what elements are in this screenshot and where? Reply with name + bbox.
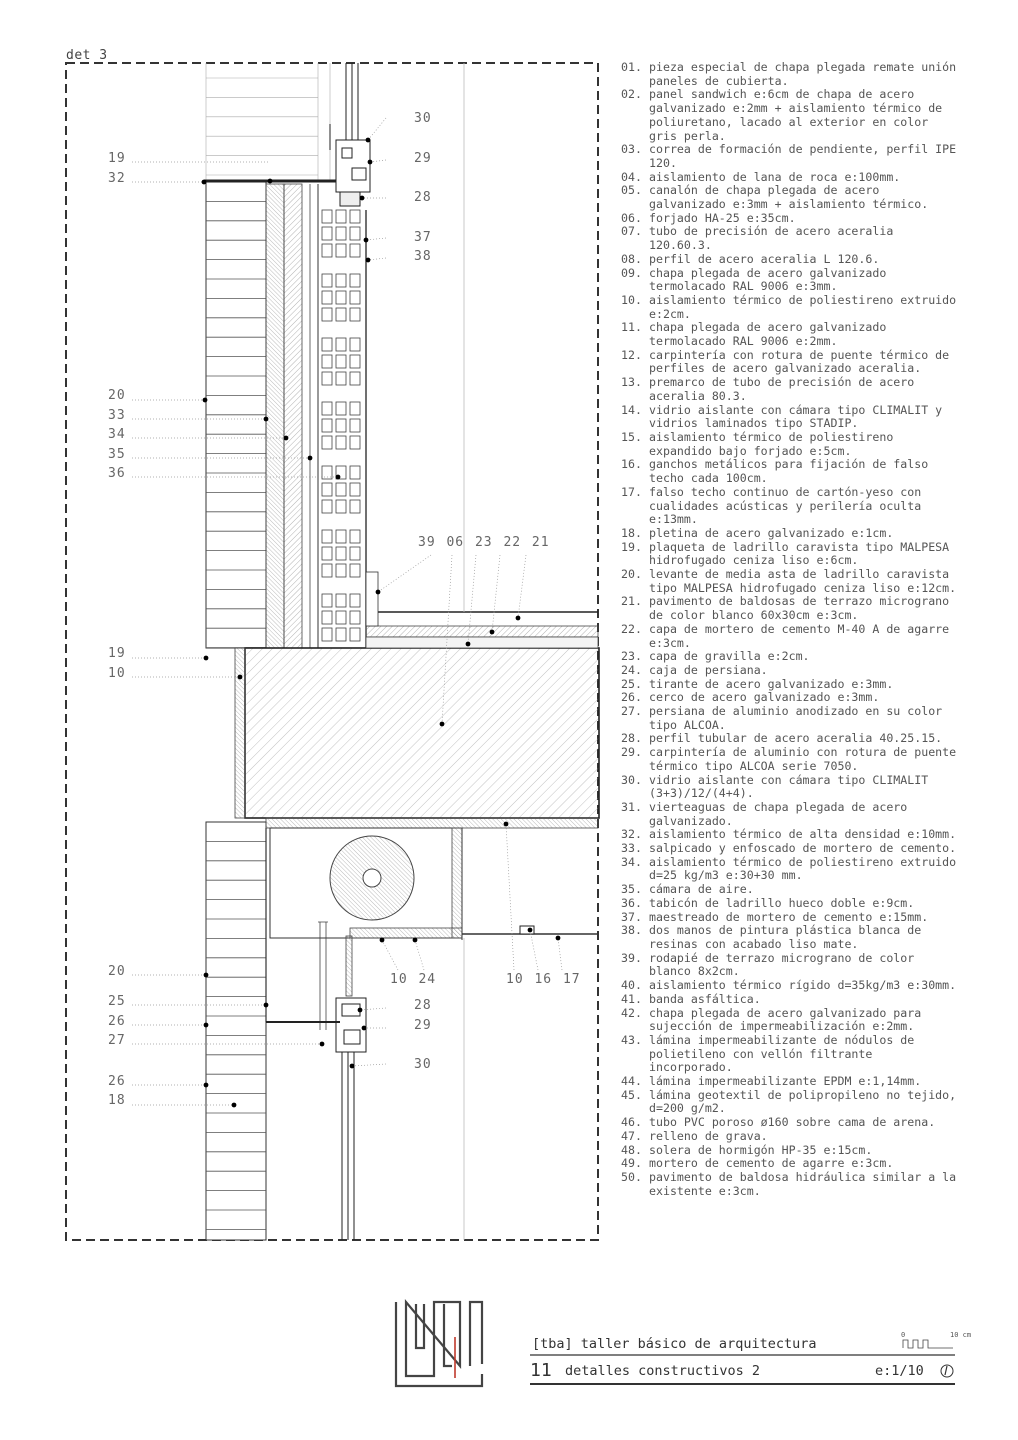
legend-number: 25. [621,676,642,691]
legend-item [621,541,961,568]
legend-number: 07. [621,224,642,239]
legend-text: salpicado y enfoscado de mortero de cemento. [649,841,957,856]
legend-item [621,993,961,1007]
legend-text: falso techo continuo de cartón-yeso con cualidades acústicas y perilería oculta e:13mm. [649,484,922,527]
callout-38: 38 [414,249,432,264]
concrete-slab [245,648,599,818]
legend-number: 18. [621,525,642,540]
legend-number: 03. [621,142,642,157]
legend-text: chapa plegada de acero galvanizado termolacado RAL 9006 e:3mm. [649,265,887,294]
legend-text: aislamiento de lana de roca e:100mm. [649,169,901,184]
legend-number: 37. [621,909,642,924]
legend-number: 20. [621,567,642,582]
legend-item [621,349,961,376]
sheet-title: detalles constructivos 2 [565,1363,761,1379]
legend-item [621,431,961,458]
legend-item [621,1130,961,1144]
legend-number: 28. [621,731,642,746]
legend-number: 08. [621,251,642,266]
legend-item [621,705,961,732]
legend-number: 12. [621,347,642,362]
callout-group-box: 10 24 [390,972,437,987]
legend-text: cerco de acero galvanizado e:3mm. [649,690,880,705]
legend-item [621,267,961,294]
legend-item [621,883,961,897]
legend-number: 40. [621,978,642,993]
legend-text: dos manos de pintura plástica blanca de resinas con acabado liso mate. [649,923,922,951]
legend-item [621,143,961,170]
callout-25: 25 [108,994,126,1009]
legend-item [621,1171,961,1198]
legend-item [621,184,961,211]
legend-item [621,650,961,664]
legend-text: tubo de precisión de acero aceralia 120.60.3. [649,224,894,253]
legend-item [621,61,961,88]
legend-text: chapa plegada de acero galvanizado termolacado RAL 9006 e:2mm. [649,320,887,349]
callout-group-ceiling: 10 16 17 [506,972,581,987]
legend-number: 14. [621,402,642,417]
callout-29: 29 [414,1018,432,1033]
legend-text: tabicón de ladrillo hueco doble e:9cm. [649,895,915,910]
callout-10: 10 [108,666,126,681]
legend-number: 22. [621,621,642,636]
legend-text: chapa plegada de acero galvanizado para sujección de impermeabilización e:2mm. [649,1005,922,1034]
legend-number: 35. [621,882,642,897]
skirting [366,572,378,626]
callout-19: 19 [108,151,126,166]
legend-number: 44. [621,1074,642,1089]
legend-item [621,774,961,801]
legend-number: 29. [621,745,642,760]
legend-text: correa de formación de pendiente, perfil IPE 120. [649,142,957,170]
legend-number: 09. [621,265,642,280]
legend-item [621,595,961,622]
callout-27: 27 [108,1033,126,1048]
legend-item [621,1007,961,1034]
scale-bar [903,1340,953,1348]
legend-item [621,1144,961,1158]
callout-18: 18 [108,1093,126,1108]
legend-item [621,623,961,650]
scale-bar-zero: 0 [901,1331,906,1339]
legend-item [621,404,961,431]
legend-number: 38. [621,923,642,938]
callout-33: 33 [108,408,126,423]
legend-number: 41. [621,991,642,1006]
legend-text: perfil de acero aceralia L 120.6. [649,251,880,266]
legend-item [621,1089,961,1116]
legend-item [621,253,961,267]
scale-bar-end: 10 cm [950,1331,972,1339]
legend-item [621,691,961,705]
legend-item [621,664,961,678]
legend-item [621,225,961,252]
brick-facade-lower [206,822,266,1240]
legend-number: 42. [621,1005,642,1020]
legend-text: vidrio aislante con cámara tipo CLIMALIT y vidrios laminados tipo STADIP. [649,402,943,431]
legend-item [621,842,961,856]
brick-facade-upper [206,182,266,648]
callout-20: 20 [108,964,126,979]
legend-text: plaqueta de ladrillo caravista tipo MALPESA hidrofugado ceniza liso e:6cm. [649,539,950,568]
legend-number: 43. [621,1032,642,1047]
insulation-10 [235,648,245,818]
legend-text: persiana de aluminio anodizado en su color tipo ALCOA. [649,704,943,732]
legend-item [621,212,961,226]
callout-32: 32 [108,171,126,186]
legend-number: 39. [621,950,642,965]
callout-37: 37 [414,230,432,245]
legend-text: vidrio aislante con cámara tipo CLIMALIT (3+3)/12/(4+4). [649,772,929,801]
insulation-layer-34 [284,184,302,648]
north-arrow-icon [941,1365,953,1377]
legend-number: 45. [621,1087,642,1102]
legend-text: tirante de acero galvanizado e:3mm. [649,676,894,691]
callout-26: 26 [108,1074,126,1089]
legend-number: 36. [621,895,642,910]
legend-item [621,1075,961,1089]
callout-group-floor: 39 06 23 22 21 [418,535,550,550]
legend-text: pavimento de baldosa hidráulica similar a la existente e:3cm. [649,1169,957,1198]
legend-text: aislamiento térmico de poliestireno extruido d=25 kg/m3 e:30+30 mm. [649,854,957,883]
legend-text: perfil tubular de acero aceralia 40.25.15. [649,731,943,746]
legend-number: 17. [621,484,642,499]
legend-number: 31. [621,799,642,814]
legend-number: 47. [621,1128,642,1143]
legend-number: 06. [621,210,642,225]
legend-number: 46. [621,1115,642,1130]
legend-number: 33. [621,841,642,856]
legend-text: pieza especial de chapa plegada remate unión paneles de cubierta. [649,60,957,88]
legend-number: 19. [621,539,642,554]
legend-text: mortero de cemento de agarre e:3cm. [649,1156,894,1171]
legend-item [621,952,961,979]
legend-item [621,856,961,883]
legend-item [621,828,961,842]
legend-item [621,1157,961,1171]
legend-text: banda asfáltica. [649,991,761,1006]
legend-number: 24. [621,662,642,677]
legend-number: 27. [621,704,642,719]
callout-30: 30 [414,1057,432,1072]
floor-mortar-layer [366,637,598,648]
legend-text: lámina impermeabilizante de nódulos de polietileno con vellón filtrante incorporado. [649,1032,915,1075]
legend-item [621,801,961,828]
legend-item [621,171,961,185]
legend-text: lámina impermeabilizante EPDM e:1,14mm. [649,1074,922,1089]
legend-text: aislamiento térmico rígido d=35kg/m3 e:30mm. [649,978,957,993]
legend-text: forjado HA-25 e:35cm. [649,210,796,225]
legend-text: carpintería de aluminio con rotura de puente térmico tipo ALCOA serie 7050. [649,745,957,773]
legend-item [621,88,961,143]
legend-item [621,486,961,527]
callout-36: 36 [108,466,126,481]
legend-number: 10. [621,292,642,307]
insulation-layer-33 [266,184,284,648]
legend-number: 49. [621,1156,642,1171]
legend-text: tubo PVC poroso ø160 sobre cama de arena. [649,1115,936,1130]
legend-item [621,732,961,746]
legend-number: 26. [621,690,642,705]
legend-number: 16. [621,457,642,472]
legend-number: 48. [621,1142,642,1157]
legend-text: aislamiento térmico de poliestireno expandido bajo forjado e:5cm. [649,429,894,458]
legend-text: carpintería con rotura de puente térmico de perfiles de acero galvanizado aceralia. [649,347,950,376]
hollow-brick-partition [322,210,360,641]
legend-text: capa de gravilla e:2cm. [649,649,810,664]
callout-19: 19 [108,646,126,661]
floor-gravel-layer [366,626,598,637]
legend-text: cámara de aire. [649,882,754,897]
tba-logo-icon [396,1302,482,1386]
callout-29: 29 [414,151,432,166]
legend-number: 23. [621,649,642,664]
callout-28: 28 [414,190,432,205]
legend-number: 34. [621,854,642,869]
legend-item [621,321,961,348]
legend-item [621,911,961,925]
legend-text: canalón de chapa plegada de acero galvanizado e:3mm + aislamiento térmico. [649,183,929,212]
legend-item [621,568,961,595]
legend-number: 32. [621,827,642,842]
studio-title: [tba] taller básico de arquitectura [532,1336,817,1352]
legend-number: 21. [621,594,642,609]
legend-item [621,924,961,951]
legend-text: aislamiento térmico de poliestireno extruido e:2cm. [649,292,957,321]
legend-item [621,527,961,541]
legend-text: aislamiento térmico de alta densidad e:10mm. [649,827,957,842]
upper-window-strip [206,63,330,180]
legend-item [621,678,961,692]
legend-text: capa de mortero de cemento M-40 A de agarre e:3cm. [649,621,950,650]
legend-number: 50. [621,1169,642,1184]
legend-item [621,376,961,403]
legend-text: solera de hormigón HP-35 e:15cm. [649,1142,873,1157]
materials-legend [621,61,961,1198]
callout-35: 35 [108,447,126,462]
callout-20: 20 [108,388,126,403]
legend-item [621,746,961,773]
legend-text: maestreado de mortero de cemento e:15mm. [649,909,929,924]
legend-item [621,1116,961,1130]
callout-30: 30 [414,111,432,126]
legend-number: 13. [621,375,642,390]
detail-label: det 3 [66,48,108,63]
callout-28: 28 [414,998,432,1013]
legend-item [621,1034,961,1075]
legend-text: relleno de grava. [649,1128,768,1143]
legend-text: ganchos metálicos para fijación de falso techo cada 100cm. [649,457,929,486]
legend-text: panel sandwich e:6cm de chapa de acero galvanizado e:2mm + aislamiento térmico de poliuretano, lacado al exterior en color gris perla. [649,87,943,143]
legend-number: 04. [621,169,642,184]
legend-text: caja de persiana. [649,662,768,677]
legend-number: 01. [621,60,642,74]
legend-item [621,458,961,485]
drawing-scale: e:1/10 [875,1363,924,1379]
under-slab-insulation [266,818,598,828]
legend-text: premarco de tubo de precisión de acero aceralia 80.3. [649,375,915,403]
legend-text: pavimento de baldosas de terrazo micrograno de color blanco 60x30cm e:3cm. [649,594,950,623]
lower-window-frame [266,998,366,1240]
legend-number: 15. [621,429,642,444]
legend-text: rodapié de terrazo micrograno de color blanco 8x2cm. [649,950,915,979]
legend-number: 05. [621,183,642,198]
legend-text: vierteaguas de chapa plegada de acero galvanizado. [649,799,908,828]
sheet-number: 11 [530,1360,552,1381]
callout-34: 34 [108,427,126,442]
legend-number: 30. [621,772,642,787]
legend-item [621,294,961,321]
legend-text: lámina geotextil de polipropileno no tejido, d=200 g/m2. [649,1087,957,1116]
legend-number: 02. [621,87,642,102]
legend-item [621,897,961,911]
legend-item [621,979,961,993]
legend-number: 11. [621,320,642,335]
legend-text: pletina de acero galvanizado e:1cm. [649,525,894,540]
callout-26: 26 [108,1014,126,1029]
legend-text: levante de media asta de ladrillo caravista tipo MALPESA hidrofugado ceniza liso e:12cm. [649,567,957,595]
